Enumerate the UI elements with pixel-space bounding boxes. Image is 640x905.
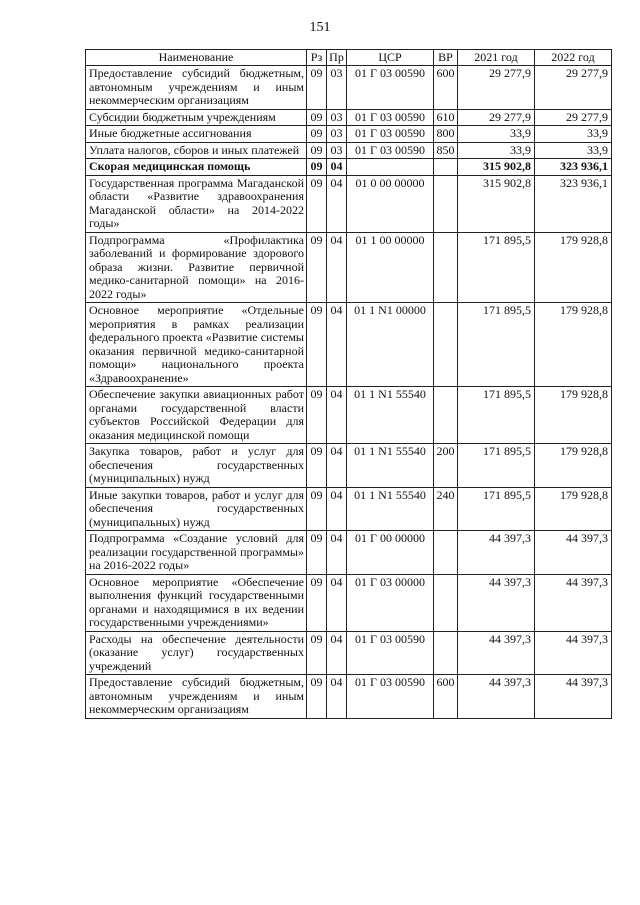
cell-name: Подпрограмма «Создание условий для реализации государственной программы» на 2016-2022 годы» xyxy=(86,531,307,575)
cell-csr: 01 Г 03 00590 xyxy=(347,142,434,159)
header-2022: 2022 год xyxy=(535,50,612,66)
cell-csr: 01 1 N1 55540 xyxy=(347,387,434,444)
cell-pr: 03 xyxy=(327,66,347,110)
table-row xyxy=(86,175,612,232)
header-2021: 2021 год xyxy=(458,50,535,66)
cell-2021: 171 895,5 xyxy=(458,444,535,488)
cell-2022: 29 277,9 xyxy=(535,109,612,126)
header-vr: ВР xyxy=(434,50,458,66)
cell-vr: 800 xyxy=(434,126,458,143)
cell-name: Расходы на обеспечение деятельности (оказание услуг) государственных учреждений xyxy=(86,631,307,675)
cell-vr xyxy=(434,531,458,575)
cell-name: Уплата налогов, сборов и иных платежей xyxy=(86,142,307,159)
page-number: 151 xyxy=(309,20,331,35)
cell-vr xyxy=(434,175,458,232)
cell-csr: 01 Г 03 00590 xyxy=(347,631,434,675)
cell-vr xyxy=(434,574,458,631)
cell-2021: 171 895,5 xyxy=(458,487,535,531)
cell-2022: 44 397,3 xyxy=(535,675,612,719)
cell-rz: 09 xyxy=(307,126,327,143)
cell-vr: 240 xyxy=(434,487,458,531)
cell-2022: 179 928,8 xyxy=(535,444,612,488)
cell-2022: 33,9 xyxy=(535,142,612,159)
cell-csr: 01 Г 03 00590 xyxy=(347,675,434,719)
cell-rz: 09 xyxy=(307,631,327,675)
cell-rz: 09 xyxy=(307,232,327,303)
cell-2021: 33,9 xyxy=(458,142,535,159)
cell-vr xyxy=(434,631,458,675)
cell-vr: 610 xyxy=(434,109,458,126)
cell-2022: 179 928,8 xyxy=(535,487,612,531)
cell-rz: 09 xyxy=(307,387,327,444)
cell-pr: 04 xyxy=(327,574,347,631)
cell-vr xyxy=(434,303,458,387)
table-row xyxy=(86,303,612,387)
table-row xyxy=(86,66,612,110)
cell-rz: 09 xyxy=(307,487,327,531)
cell-2022: 323 936,1 xyxy=(535,175,612,232)
cell-name: Основное мероприятие «Обеспечение выполнения функций государственными органами и находящимися в их ведении государственными учреждениями» xyxy=(86,574,307,631)
cell-2021: 171 895,5 xyxy=(458,232,535,303)
cell-csr xyxy=(347,159,434,176)
cell-pr: 03 xyxy=(327,126,347,143)
table-row xyxy=(86,126,612,143)
cell-csr: 01 1 N1 00000 xyxy=(347,303,434,387)
cell-2021: 315 902,8 xyxy=(458,175,535,232)
cell-2021: 44 397,3 xyxy=(458,574,535,631)
cell-2022: 44 397,3 xyxy=(535,631,612,675)
table-row xyxy=(86,387,612,444)
table-row xyxy=(86,109,612,126)
cell-2022: 44 397,3 xyxy=(535,574,612,631)
cell-name: Государственная программа Магаданской области «Развитие здравоохранения Магаданской области» на 2014-2022 годы» xyxy=(86,175,307,232)
cell-name: Основное мероприятие «Отдельные мероприятия в рамках реализации федерального проекта «Развитие системы оказания первичной медико-санитарной помощи» национального проекта «Здравоохранение» xyxy=(86,303,307,387)
cell-csr: 01 Г 03 00000 xyxy=(347,574,434,631)
table-row xyxy=(86,142,612,159)
cell-csr: 01 Г 03 00590 xyxy=(347,109,434,126)
cell-rz: 09 xyxy=(307,303,327,387)
cell-rz: 09 xyxy=(307,531,327,575)
cell-2022: 179 928,8 xyxy=(535,303,612,387)
table-row xyxy=(86,675,612,719)
cell-2021: 315 902,8 xyxy=(458,159,535,176)
cell-2022: 44 397,3 xyxy=(535,531,612,575)
cell-name: Предоставление субсидий бюджетным, автономным учреждениям и иным некоммерческим организациям xyxy=(86,66,307,110)
cell-name: Подпрограмма «Профилактика заболеваний и формирование здорового образа жизни. Развитие первичной медико-санитарной помощи» на 2016-2022 годы» xyxy=(86,232,307,303)
cell-name: Скорая медицинская помощь xyxy=(86,159,307,176)
cell-name: Предоставление субсидий бюджетным, автономным учреждениям и иным некоммерческим организациям xyxy=(86,675,307,719)
cell-vr: 600 xyxy=(434,675,458,719)
cell-pr: 04 xyxy=(327,487,347,531)
cell-rz: 09 xyxy=(307,675,327,719)
cell-2021: 33,9 xyxy=(458,126,535,143)
cell-rz: 09 xyxy=(307,444,327,488)
cell-pr: 04 xyxy=(327,175,347,232)
cell-csr: 01 1 N1 55540 xyxy=(347,444,434,488)
cell-pr: 04 xyxy=(327,303,347,387)
header-name: Наименование xyxy=(86,50,307,66)
budget-table xyxy=(85,49,612,719)
cell-csr: 01 0 00 00000 xyxy=(347,175,434,232)
cell-2021: 29 277,9 xyxy=(458,66,535,110)
table-header-row xyxy=(86,50,612,66)
cell-2021: 44 397,3 xyxy=(458,631,535,675)
cell-2021: 44 397,3 xyxy=(458,675,535,719)
cell-2022: 33,9 xyxy=(535,126,612,143)
cell-rz: 09 xyxy=(307,142,327,159)
cell-2022: 179 928,8 xyxy=(535,232,612,303)
cell-pr: 04 xyxy=(327,444,347,488)
cell-csr: 01 1 00 00000 xyxy=(347,232,434,303)
cell-2021: 29 277,9 xyxy=(458,109,535,126)
table-row xyxy=(86,631,612,675)
cell-2022: 29 277,9 xyxy=(535,66,612,110)
cell-vr: 850 xyxy=(434,142,458,159)
header-csr: ЦСР xyxy=(347,50,434,66)
cell-2021: 44 397,3 xyxy=(458,531,535,575)
cell-name: Закупка товаров, работ и услуг для обеспечения государственных (муниципальных) нужд xyxy=(86,444,307,488)
cell-vr: 600 xyxy=(434,66,458,110)
header-rz: Рз xyxy=(307,50,327,66)
cell-vr: 200 xyxy=(434,444,458,488)
cell-2021: 171 895,5 xyxy=(458,387,535,444)
table-row xyxy=(86,531,612,575)
cell-csr: 01 Г 03 00590 xyxy=(347,126,434,143)
cell-pr: 03 xyxy=(327,109,347,126)
cell-rz: 09 xyxy=(307,66,327,110)
cell-name: Иные бюджетные ассигнования xyxy=(86,126,307,143)
cell-rz: 09 xyxy=(307,109,327,126)
cell-name: Обеспечение закупки авиационных работ органами государственной власти субъектов Российской Федерации для оказания медицинской помощи xyxy=(86,387,307,444)
cell-2022: 323 936,1 xyxy=(535,159,612,176)
table-row xyxy=(86,159,612,176)
header-pr: Пр xyxy=(327,50,347,66)
cell-name: Иные закупки товаров, работ и услуг для обеспечения государственных (муниципальных) нужд xyxy=(86,487,307,531)
cell-name: Субсидии бюджетным учреждениям xyxy=(86,109,307,126)
cell-pr: 04 xyxy=(327,631,347,675)
cell-vr xyxy=(434,159,458,176)
cell-pr: 03 xyxy=(327,142,347,159)
cell-pr: 04 xyxy=(327,387,347,444)
cell-csr: 01 1 N1 55540 xyxy=(347,487,434,531)
cell-rz: 09 xyxy=(307,574,327,631)
cell-pr: 04 xyxy=(327,675,347,719)
cell-vr xyxy=(434,232,458,303)
cell-2022: 179 928,8 xyxy=(535,387,612,444)
cell-vr xyxy=(434,387,458,444)
table-row xyxy=(86,232,612,303)
cell-csr: 01 Г 00 00000 xyxy=(347,531,434,575)
table-row xyxy=(86,444,612,488)
cell-pr: 04 xyxy=(327,232,347,303)
cell-csr: 01 Г 03 00590 xyxy=(347,66,434,110)
cell-rz: 09 xyxy=(307,159,327,176)
cell-2021: 171 895,5 xyxy=(458,303,535,387)
table-row xyxy=(86,574,612,631)
cell-rz: 09 xyxy=(307,175,327,232)
cell-pr: 04 xyxy=(327,159,347,176)
table-row xyxy=(86,487,612,531)
cell-pr: 04 xyxy=(327,531,347,575)
